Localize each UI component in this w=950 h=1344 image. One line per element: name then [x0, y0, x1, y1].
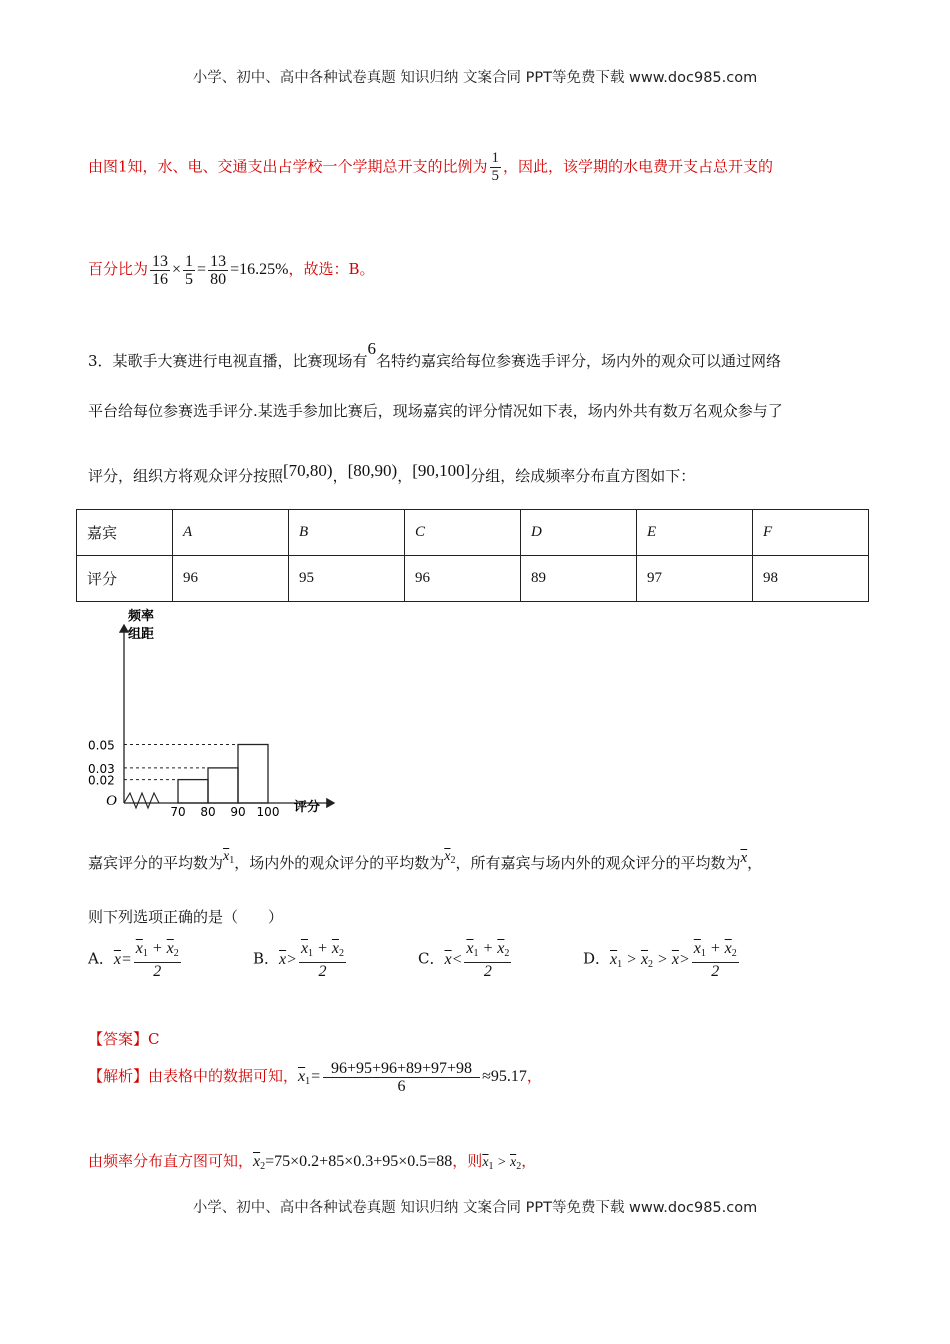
y-tick-label: 0.03 [88, 761, 115, 776]
fraction-one-fifth: $\frac{1}{5}$ [491, 150, 500, 184]
x-tick-label: 100 [256, 805, 280, 819]
frequency-histogram [84, 603, 344, 828]
option-d[interactable]: D．$\overline{x}_1 > \overline{x}_2 > \overline{x}>$ $\frac{\overline{x}_1 + \overline{x}_2}{2}$ [583, 940, 737, 980]
option-b[interactable]: B．$\overline{x}>$ $\frac{\overline{x}_1 + \overline{x}_2}{2}$ [253, 940, 344, 980]
answer-line: 【答案】C [88, 1030, 160, 1048]
question-line-2: 平台给每位参赛选手评分.某选手参加比赛后，现场嘉宾的评分情况如下表，场内外共有数万名观众参与了 [88, 402, 783, 420]
histogram-bar [208, 768, 238, 803]
histogram-mean-line: 由频率分布直方图可知，$\overline{x}_2=75\times 0.2+85\times 0.3+95\times 0.5=88$，则$\overline{x}_1 > \overline{x}_2$， [88, 1152, 537, 1172]
solution-para-1: 由图1知，水、电、交通支出占学校一个学期总开支的比例为 $\frac{1}{5}$ ，因此，该学期的水电费开支占总开支的 [88, 150, 774, 184]
option-c[interactable]: C．$\overline{x}<$ $\frac{\overline{x}_1 + \overline{x}_2}{2}$ [418, 940, 510, 980]
ylabel-top: 频率 [128, 609, 155, 624]
y-tick-label: 0.05 [88, 738, 115, 753]
analysis-line: 【解析】由表格中的数据可知，$\overline{x}_1=$ $\frac{96+95+96+89+97+98}{6}$ ≈95.17， [88, 1060, 542, 1095]
histogram-bar [178, 780, 208, 803]
question-ask: 则下列选项正确的是（ ） [88, 908, 284, 926]
origin-label: O [106, 793, 117, 809]
table-header-row: 嘉宾 A B C D E F [77, 510, 869, 556]
means-line: 嘉宾评分的平均数为$\overline{x}_1$，场内外的观众评分的平均数为$\overline{x}_2$，所有嘉宾与场内外的观众评分的平均数为$\overline{x}$， [88, 849, 763, 872]
x-tick-label: 90 [230, 805, 246, 819]
table-row: 评分 96 95 96 89 97 98 [77, 556, 869, 602]
solution-para-2: 百分比为 $\frac{13}{16}$ × $\frac{1}{5}$ = $\frac{13}{80}$ =16.25%，故选：B。 [88, 253, 375, 288]
ylabel-bottom: 组距 [128, 627, 155, 642]
option-a[interactable]: A．$\overline{x}=$ $\frac{\overline{x}_1 + \overline{x}_2}{2}$ [88, 940, 179, 980]
histogram-bar [238, 745, 268, 804]
scores-table [76, 509, 869, 602]
page-header: 小学、初中、高中各种试卷真题 知识归纳 文案合同 PPT等免费下载 www.doc985.com [192, 70, 758, 86]
page-footer: 小学、初中、高中各种试卷真题 知识归纳 文案合同 PPT等免费下载 www.doc985.com [192, 1200, 758, 1216]
question-line-3: 评分，组织方将观众评分按照[70,80)，[80,90)，[90,100]分组，绘成频率分布直方图如下： [88, 461, 696, 485]
axis-break-zigzag [124, 793, 174, 808]
x-tick-label: 70 [170, 805, 186, 819]
percent-formula: $\frac{13}{16}$ × $\frac{1}{5}$ = $\frac{13}{80}$ =16.25% [152, 253, 289, 288]
x-axis-label: 评分 [294, 800, 321, 815]
x-tick-label: 80 [200, 805, 216, 819]
y-tick-label: 0.02 [88, 773, 115, 788]
question-line-1: 3．某歌手大赛进行电视直播，比赛现场有6名特约嘉宾给每位参赛选手评分，场内外的观众可以通过网络 [88, 339, 782, 370]
